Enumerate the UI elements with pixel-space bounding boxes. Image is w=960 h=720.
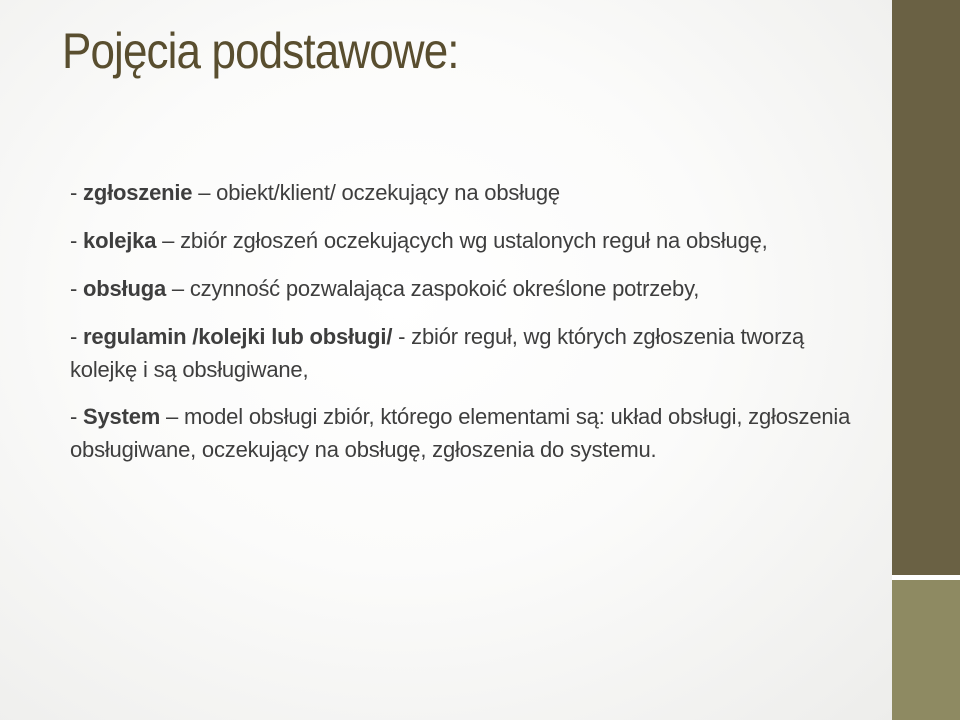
- definition-prefix: -: [70, 324, 84, 349]
- slide-title: Pojęcia podstawowe:: [62, 23, 459, 79]
- definition-term: kolejka: [83, 228, 157, 253]
- definition-prefix: -: [70, 180, 84, 205]
- definition-text: – czynność pozwalająca zaspokoić określone potrzeby,: [165, 276, 700, 301]
- side-bar-light: [892, 580, 960, 720]
- definition-item: [70, 176, 860, 210]
- definition-prefix: -: [70, 228, 84, 253]
- definition-term: System: [83, 404, 161, 429]
- definition-item: [70, 224, 860, 258]
- definition-text: – model obsługi zbiór, którego elementami są: układ obsługi, zgłoszenia obsługiwane, oczekujący na obsługę, zgłoszenia do systemu.: [70, 404, 851, 462]
- side-bar-dark: [892, 0, 960, 575]
- definition-prefix: -: [70, 276, 84, 301]
- definitions-list: [70, 176, 860, 480]
- definition-term: obsługa: [83, 276, 166, 301]
- definition-prefix: -: [70, 404, 84, 429]
- definition-item: [70, 400, 860, 466]
- definition-term: regulamin /kolejki lub obsługi/: [83, 324, 393, 349]
- definition-term: zgłoszenie: [83, 180, 193, 205]
- definition-item: [70, 320, 860, 386]
- definition-text: – obiekt/klient/ oczekujący na obsługę: [192, 180, 560, 205]
- definition-text: - zbiór reguł, wg których zgłoszenia tworzą kolejkę i są obsługiwane,: [70, 324, 805, 382]
- definition-item: [70, 272, 860, 306]
- definition-text: – zbiór zgłoszeń oczekujących wg ustalonych reguł na obsługę,: [156, 228, 768, 253]
